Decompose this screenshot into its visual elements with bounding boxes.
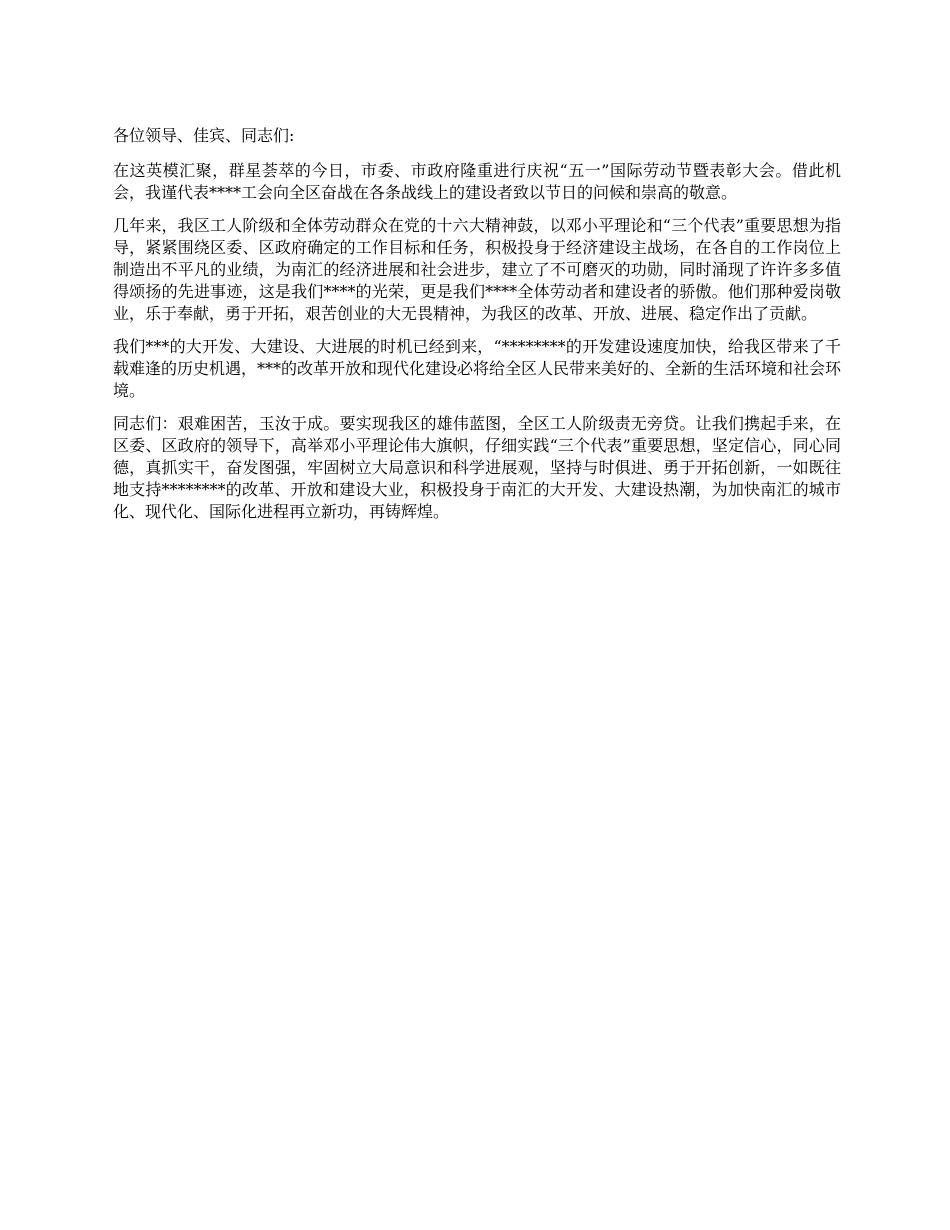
paragraph-closing: 同志们：艰难困苦，玉汝于成。要实现我区的雄伟蓝图，全区工人阶级责无旁贷。让我们携起手来，在区委、区政府的领导下，高举邓小平理论伟大旗帜，仔细实践“三个代表”重要思想，坚定信心，同心同德，真抓实干，奋发图强，牢固树立大局意识和科学进展观，坚持与时俱进、勇于开拓创新，一如既往地支持********的改革、开放和建设大业，积极投身于南汇的大开发、大建设热潮，为加快南汇的城市化、现代化、国际化进程再立新功，再铸辉煌。	[113, 414, 841, 521]
paragraph-opening: 在这英模汇聚，群星荟萃的今日，市委、市政府隆重进行庆祝“五一”国际劳动节暨表彰大会。借此机会，我谨代表****工会向全区奋战在各条战线上的建设者致以节日的问候和崇高的敬意。	[113, 161, 841, 202]
paragraph-achievements: 几年来，我区工人阶级和全体劳动群众在党的十六大精神鼓，以邓小平理论和“三个代表”重要思想为指导，紧紧围绕区委、区政府确定的工作目标和任务，积极投身于经济建设主战场，在各自的工作岗位上制造出不平凡的业绩，为南汇的经济进展和社会进步，建立了不可磨灭的功勋，同时涌现了许许多多值得颂扬的先进事迹，这是我们****的光荣，更是我们****全体劳动者和建设者的骄傲。他们那种爱岗敬业，乐于奉献，勇于开拓，艰苦创业的大无畏精神，为我区的改革、开放、进展、稳定作出了贡献。	[113, 216, 841, 323]
paragraph-opportunity: 我们***的大开发、大建设、大进展的时机已经到来，“********的开发建设速度加快，给我区带来了千载难逢的历史机遇，***的改革开放和现代化建设必将给全区人民带来美好的、全新的生活环境和社会环境。	[113, 337, 842, 400]
document-body	[113, 125, 841, 534]
salutation: 各位领导、佳宾、同志们:	[113, 126, 295, 145]
